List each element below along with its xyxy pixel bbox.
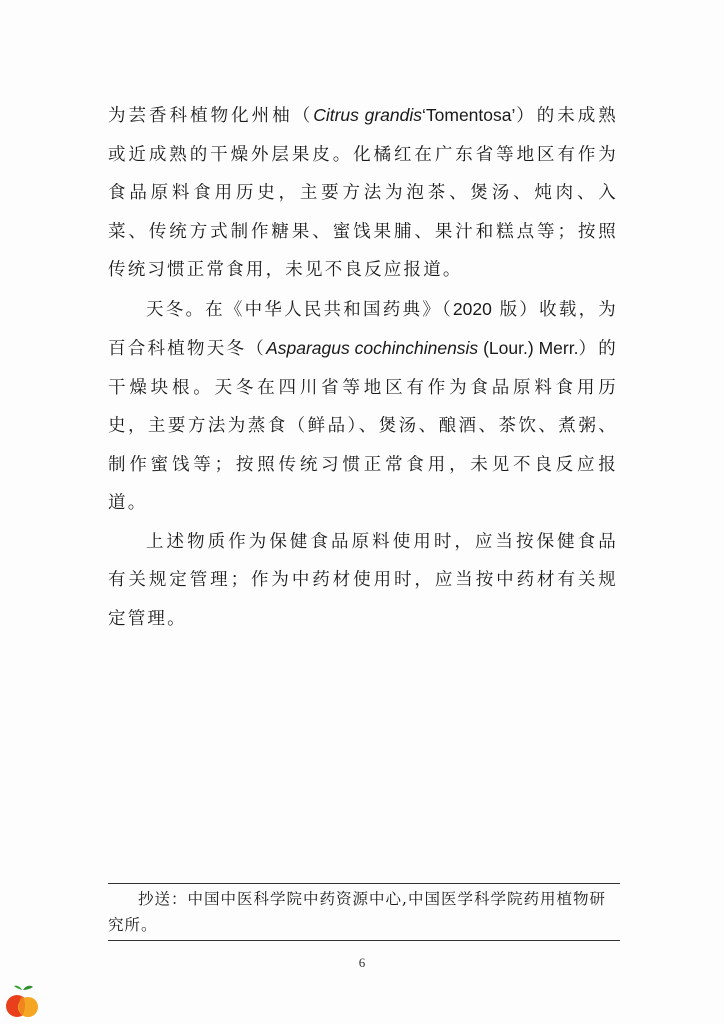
cc-top-rule (108, 883, 620, 884)
cc-label: 抄送： (138, 890, 188, 908)
paragraph-management: 上述物质作为保健食品原料使用时，应当按保健食品有关规定管理；作为中药材使用时，应当按中药材有关规定管理。 (108, 531, 618, 629)
cc-text: 中国中医科学院中药资源中心,中国医学科学院药用植物研究所。 (108, 890, 606, 934)
paragraph-huajuhong (108, 96, 618, 290)
p1-latin-italic: Citrus grandis (313, 105, 422, 125)
paragraph-tiandong (108, 290, 618, 523)
p1-latin-name (313, 105, 515, 125)
p1-text-a: 为芸香科植物化州柚（ (108, 106, 314, 126)
watermark-logo-icon (2, 982, 42, 1022)
cc-bottom-rule (108, 940, 620, 941)
document-body (108, 96, 618, 638)
p2-edition: 2020 (452, 298, 492, 319)
p2-text-a: 天冬。在《中华人民共和国药典》（ (146, 299, 453, 320)
cc-block (108, 886, 620, 938)
page-number: 6 (358, 955, 366, 970)
p1-latin-cultivar: ‘Tomentosa’ (422, 105, 516, 125)
p2-latin-italic: Asparagus cochinchinensis (266, 338, 479, 358)
p2-text-b: 版）收载，为百合科植物天冬（ (108, 299, 618, 359)
p1-text-b: ）的未成熟或近成熟的干燥外层果皮。化橘红在广东省等地区有作为食品原料食用历史，主要方法为泡茶、煲汤、炖肉、入菜、传统方式制作糖果、蜜饯果脯、果汁和糕点等；按照传统习惯正常食用，未见不良反应报道。 (108, 106, 618, 280)
p2-latin-author: (Lour.) Merr. (478, 338, 579, 358)
p2-latin-name (266, 338, 578, 358)
p2-text-c: ）的干燥块根。天冬在四川省等地区有作为食品原料食用历史，主要方法为蒸食（鲜品）、煲汤、酿酒、茶饮、煮粥、制作蜜饯等；按照传统习惯正常食用，未见不良反应报道。 (108, 339, 618, 513)
